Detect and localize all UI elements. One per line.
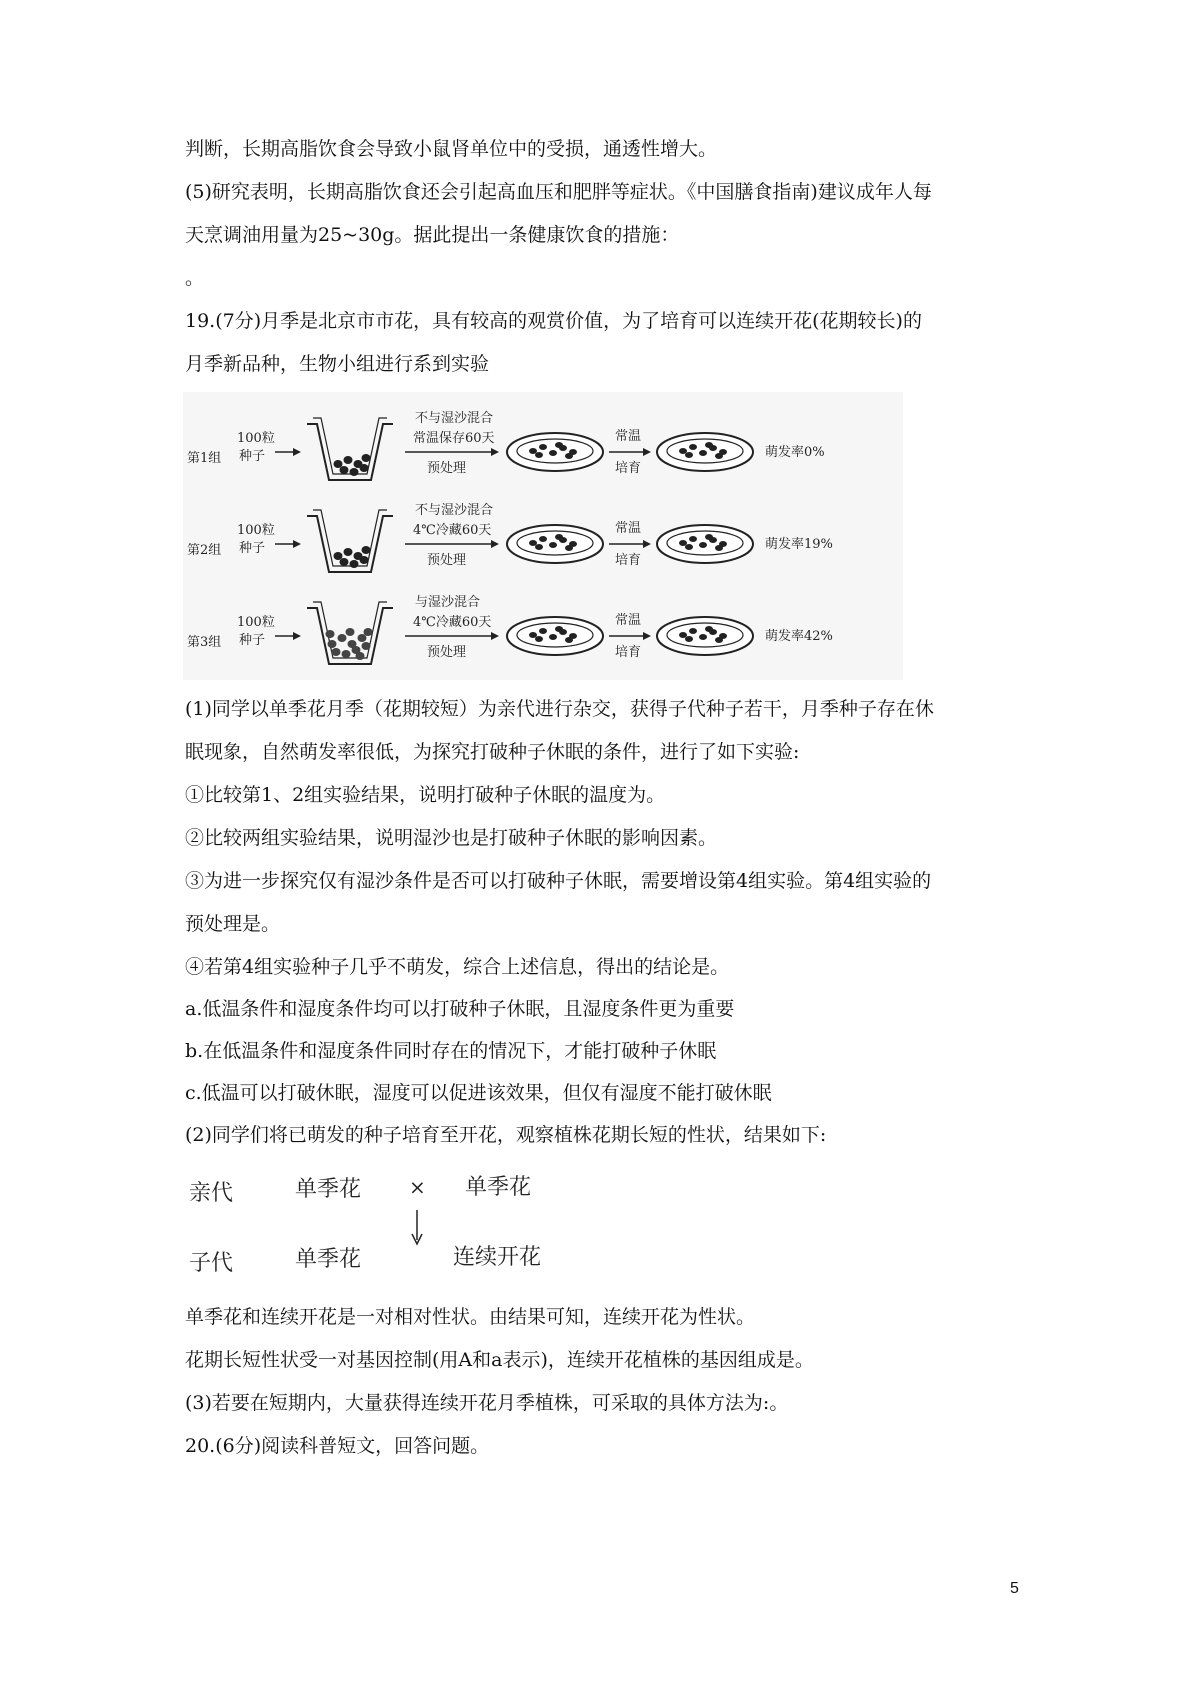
petri-dish-after-seed (699, 542, 707, 548)
seed-dot (346, 628, 355, 636)
seed-dot (328, 640, 337, 648)
text-line-14: a.低温条件和湿度条件均可以打破种子休眠，且湿度条件更为重要 (185, 998, 735, 1020)
text-line-19: 花期长短性状受一对基因控制(用A和a表示)，连续开花植株的基因组成是。 (185, 1349, 814, 1371)
germination-experiment-figure (183, 392, 903, 680)
parent-generation-label: 亲代 (189, 1181, 234, 1206)
text-line-12: 预处理是。 (185, 913, 281, 935)
seed-count-label: 100粒 (237, 615, 275, 630)
petri-dish-after-seed (705, 442, 713, 448)
text-line-9: ①比较第1、2组实验结果，说明打破种子休眠的温度为。 (185, 784, 666, 806)
petri-dish-before-seed (529, 448, 537, 454)
seed-dot (340, 466, 349, 474)
petri-dish-before-seed (565, 453, 573, 459)
petri-dish-before-seed (549, 634, 557, 640)
text-line-10: ②比较两组实验结果，说明湿沙也是打破种子休眠的影响因素。 (185, 827, 718, 849)
pretreatment-line-2: 常温保存60天 (413, 431, 495, 446)
petri-dish-after-seed (679, 448, 687, 454)
culture-condition: 常温 (615, 429, 642, 444)
petri-dish-before-seed (535, 636, 543, 642)
pretreatment-line-2: 4℃冷藏60天 (413, 523, 492, 538)
seed-dot (334, 460, 343, 468)
parent-left-trait: 单季花 (295, 1177, 362, 1202)
petri-dish-before-seed (529, 540, 537, 546)
text-line-7: (1)同学以单季花月季（花期较短）为亲代进行杂交，获得子代种子若干，月季种子存在休 (185, 698, 934, 720)
petri-dish-before-seed (539, 536, 547, 542)
petri-dish-after-seed (685, 452, 693, 458)
petri-dish-after-seed (715, 545, 723, 551)
petri-dish-before-seed (535, 544, 543, 550)
text-line-15: b.在低温条件和湿度条件同时存在的情况下，才能打破种子休眠 (185, 1040, 717, 1062)
petri-dish-before-seed (535, 452, 543, 458)
text-line-18: 单季花和连续开花是一对相对性状。由结果可知，连续开花为性状。 (185, 1306, 756, 1328)
group-label: 第2组 (187, 543, 222, 558)
pretreatment-line-1: 与湿沙混合 (415, 595, 481, 610)
pretreatment-label: 预处理 (427, 461, 467, 476)
seed-unit-label: 种子 (239, 633, 266, 648)
petri-dish-before-seed (549, 542, 557, 548)
group-label: 第3组 (187, 635, 222, 650)
parent-right-trait: 单季花 (465, 1175, 532, 1200)
petri-dish-after-seed (679, 540, 687, 546)
culture-condition: 常温 (615, 613, 642, 628)
text-line-6: 月季新品种，生物小组进行系到实验 (185, 353, 490, 375)
seed-dot (362, 642, 371, 650)
seed-count-label: 100粒 (237, 523, 275, 538)
text-line-4: 。 (185, 267, 205, 289)
culture-condition: 常温 (615, 521, 642, 536)
seed-dot (358, 634, 367, 642)
text-line-2: (5)研究表明，长期高脂饮食还会引起高血压和肥胖等症状。《中国膳食指南)建议成年人每 (185, 181, 932, 203)
text-line-20: (3)若要在短期内，大量获得连续开花月季植株，可采取的具体方法为:。 (185, 1392, 789, 1414)
seed-dot (344, 548, 353, 556)
petri-dish-before-seed (565, 545, 573, 551)
germination-rate: 萌发率19% (765, 537, 833, 552)
petri-dish-before-seed (539, 444, 547, 450)
germination-rate: 萌发率42% (765, 629, 833, 644)
seed-dot (362, 454, 371, 462)
seed-unit-label: 种子 (239, 541, 266, 556)
cross-diagram-figure (183, 1160, 583, 1290)
pretreatment-line-2: 4℃冷藏60天 (413, 615, 492, 630)
petri-dish-after-seed (699, 450, 707, 456)
group-label: 第1组 (187, 451, 222, 466)
text-line-3: 天烹调油用量为25~30g。据此提出一条健康饮食的措施： (185, 224, 680, 246)
petri-dish-after-seed (699, 634, 707, 640)
pretreatment-line-1: 不与湿沙混合 (415, 503, 494, 518)
seed-dot (344, 456, 353, 464)
text-line-13: ④若第4组实验种子几乎不萌发，综合上述信息，得出的结论是。 (185, 956, 730, 978)
petri-dish-after-seed (679, 632, 687, 638)
text-line-21: 20.(6分)阅读科普短文，回答问题。 (185, 1435, 490, 1457)
cross-symbol: × (409, 1175, 426, 1199)
seed-dot (360, 464, 369, 472)
petri-dish-after-seed (715, 637, 723, 643)
child-left-trait: 单季花 (295, 1247, 362, 1272)
pretreatment-label: 预处理 (427, 553, 467, 568)
petri-dish-after-seed (685, 636, 693, 642)
seed-dot (340, 558, 349, 566)
seed-dot (350, 560, 359, 568)
seed-dot (326, 630, 335, 638)
text-line-16: c.低温可以打破休眠，湿度可以促进该效果，但仅有湿度不能打破休眠 (185, 1082, 772, 1104)
petri-dish-after-seed (705, 626, 713, 632)
seed-dot (362, 546, 371, 554)
petri-dish-before-seed (555, 442, 563, 448)
petri-dish-after-seed (689, 536, 697, 542)
page-number: 5 (1010, 1580, 1019, 1597)
text-line-8: 眠现象，自然萌发率很低，为探究打破种子休眠的条件，进行了如下实验: (185, 741, 800, 763)
text-line-11: ③为进一步探究仅有湿沙条件是否可以打破种子休眠，需要增设第4组实验。第4组实验的 (185, 870, 932, 892)
seed-count-label: 100粒 (237, 431, 275, 446)
petri-dish-before-seed (555, 626, 563, 632)
pretreatment-label: 预处理 (427, 645, 467, 660)
petri-dish-after-seed (685, 544, 693, 550)
seed-dot (350, 468, 359, 476)
text-line-5: 19.(7分)月季是北京市市花，具有较高的观赏价值，为了培育可以连续开花(花期较长)的 (185, 310, 922, 332)
petri-dish-before-seed (539, 628, 547, 634)
petri-dish-after-seed (689, 444, 697, 450)
seed-dot (342, 650, 351, 658)
petri-dish-before-seed (555, 534, 563, 540)
petri-dish-before-seed (529, 632, 537, 638)
germination-rate: 萌发率0% (765, 445, 825, 460)
text-line-1: 判断，长期高脂饮食会导致小鼠肾单位中的受损，通透性增大。 (185, 138, 718, 160)
petri-dish-after-seed (705, 534, 713, 540)
seed-dot (356, 652, 365, 660)
petri-dish-after-seed (689, 628, 697, 634)
child-right-trait: 连续开花 (453, 1245, 542, 1270)
culture-label: 培育 (615, 553, 642, 568)
culture-label: 培育 (615, 461, 642, 476)
seed-dot (338, 634, 347, 642)
text-line-17: (2)同学们将已萌发的种子培育至开花，观察植株花期长短的性状，结果如下: (185, 1124, 827, 1146)
seed-dot (332, 648, 341, 656)
pretreatment-line-1: 不与湿沙混合 (415, 411, 494, 426)
petri-dish-after-seed (715, 453, 723, 459)
child-generation-label: 子代 (189, 1251, 234, 1276)
culture-label: 培育 (615, 645, 642, 660)
petri-dish-before-seed (549, 450, 557, 456)
seed-unit-label: 种子 (239, 449, 266, 464)
seed-dot (360, 556, 369, 564)
seed-dot (364, 628, 373, 636)
petri-dish-before-seed (565, 637, 573, 643)
seed-dot (334, 552, 343, 560)
